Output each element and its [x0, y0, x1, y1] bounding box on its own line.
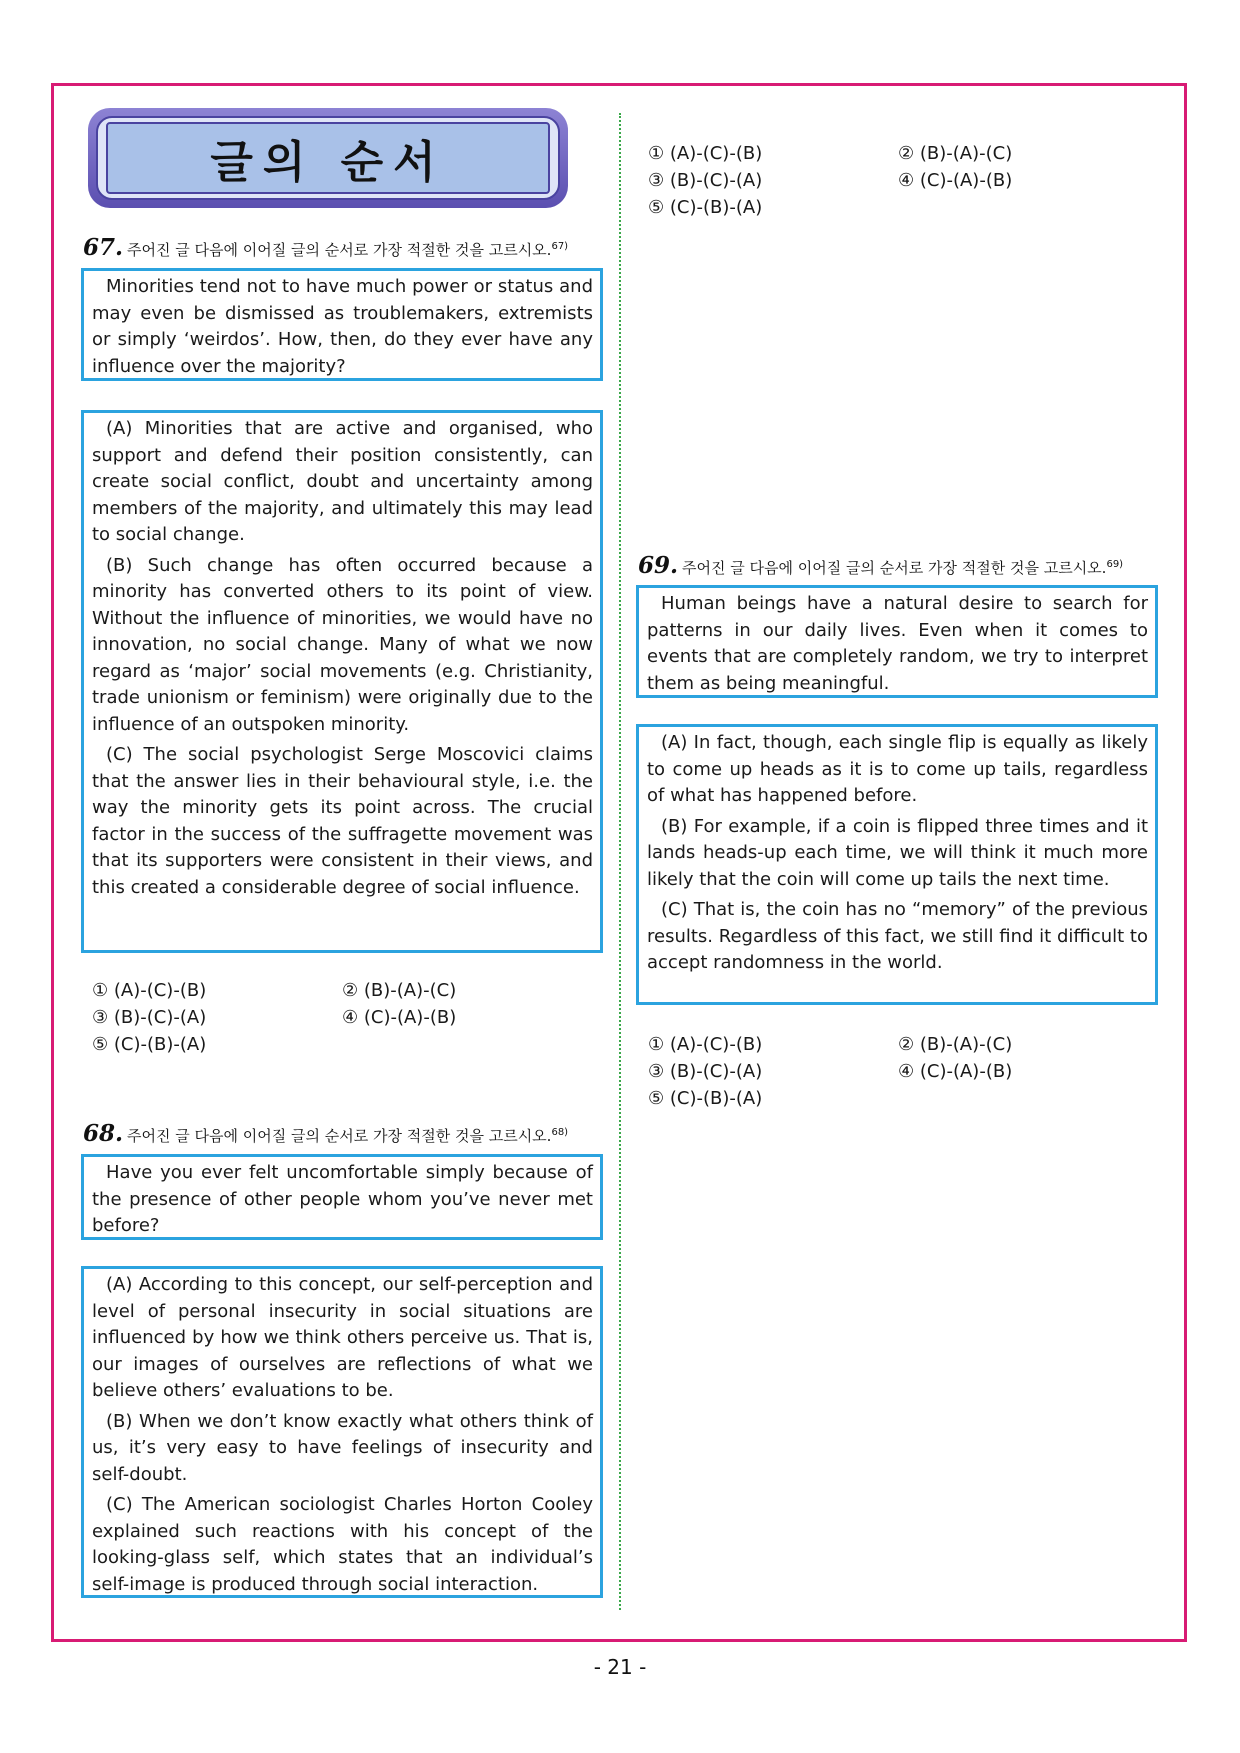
choice-2[interactable]: ② (B)-(A)-(C) — [342, 980, 457, 1001]
question-69-header — [638, 552, 1123, 579]
question-ref: 69) — [1106, 559, 1124, 570]
given-paragraph: Human beings have a natural desire to search for patterns in our daily lives. Even when it comes to events that are completely random, we try to interpret them as being meaningful. — [647, 593, 1148, 694]
choice-5[interactable]: ⑤ (C)-(B)-(A) — [648, 1088, 763, 1109]
choice-4[interactable]: ④ (C)-(A)-(B) — [342, 1007, 457, 1028]
question-ref: 68) — [551, 1127, 569, 1138]
question-ref: 67) — [551, 241, 569, 252]
passage-c: (C) The social psychologist Serge Moscovici claims that the answer lies in their behavioural style, i.e. the way the minority gets its point across. The crucial factor in the success of the suffragette movement was that its supporters were consistent in their views, and this created a considerable degree of social influence. — [92, 744, 593, 898]
question-69-choices — [648, 1031, 1058, 1112]
question-68-header — [83, 1120, 568, 1147]
question-prompt: 주어진 글 다음에 이어질 글의 순서로 가장 적절한 것을 고르시오. — [682, 559, 1107, 577]
question-68-given-text — [81, 1154, 603, 1240]
passage-b: (B) When we don’t know exactly what others think of us, it’s very easy to have feelings of insecurity and self-doubt. — [92, 1410, 593, 1485]
question-prompt: 주어진 글 다음에 이어질 글의 순서로 가장 적절한 것을 고르시오. — [127, 241, 552, 259]
question-number: 69. — [638, 552, 679, 579]
passage-b: (B) Such change has often occurred because a minority has converted others to its point of view. Without the influence of minorities, we would have no innovation, no social change. Many of what we now regard as ‘major’ social movements (e.g. Christianity, trade unionism or feminism) were originally due to the influence of an outspoken minority. — [92, 554, 593, 735]
question-67-choices — [92, 977, 502, 1058]
choice-3[interactable]: ③ (B)-(C)-(A) — [648, 170, 763, 191]
question-67-given-text — [81, 268, 603, 381]
choice-5[interactable]: ⑤ (C)-(B)-(A) — [92, 1034, 207, 1055]
column-divider — [619, 113, 621, 1610]
question-number: 67. — [83, 234, 124, 261]
choice-3[interactable]: ③ (B)-(C)-(A) — [648, 1061, 763, 1082]
question-69-passages — [636, 724, 1158, 1005]
choice-4[interactable]: ④ (C)-(A)-(B) — [898, 1061, 1013, 1082]
banner-inner — [106, 122, 550, 194]
question-prompt: 주어진 글 다음에 이어질 글의 순서로 가장 적절한 것을 고르시오. — [127, 1127, 552, 1145]
section-banner — [88, 108, 568, 208]
passage-b: (B) For example, if a coin is flipped three times and it lands heads-up each time, we will think it much more likely that the coin will come up tails the next time. — [647, 815, 1148, 890]
given-paragraph: Minorities tend not to have much power or status and may even be dismissed as troublemakers, extremists or simply ‘weirdos’. How, then, do they ever have any influence over the majority? — [92, 276, 593, 377]
question-number: 68. — [83, 1120, 124, 1147]
question-69-given-text — [636, 585, 1158, 698]
page-number: - 21 - — [593, 1655, 647, 1679]
section-title: 글의 순서 — [210, 137, 446, 188]
given-paragraph: Have you ever felt uncomfortable simply because of the presence of other people whom you’ve never met before? — [92, 1162, 593, 1236]
choice-1[interactable]: ① (A)-(C)-(B) — [92, 980, 207, 1001]
choice-4[interactable]: ④ (C)-(A)-(B) — [898, 170, 1013, 191]
question-68-passages — [81, 1266, 603, 1598]
passage-c: (C) That is, the coin has no “memory” of the previous results. Regardless of this fact, we still find it difficult to accept randomness in the world. — [647, 899, 1148, 973]
choice-5[interactable]: ⑤ (C)-(B)-(A) — [648, 197, 763, 218]
choice-2[interactable]: ② (B)-(A)-(C) — [898, 1034, 1013, 1055]
choice-2[interactable]: ② (B)-(A)-(C) — [898, 143, 1013, 164]
choice-1[interactable]: ① (A)-(C)-(B) — [648, 143, 763, 164]
question-67-header — [83, 234, 568, 261]
passage-c: (C) The American sociologist Charles Horton Cooley explained such reactions with his concept of the looking-glass self, which states that an individual’s self-image is produced through social interaction. — [92, 1494, 593, 1595]
choice-1[interactable]: ① (A)-(C)-(B) — [648, 1034, 763, 1055]
question-67-passages — [81, 410, 603, 953]
passage-a: (A) Minorities that are active and organised, who support and defend their position consistently, can create social conflict, doubt and uncertainty among members of the majority, and ultimately this may lead to social change. — [92, 418, 593, 545]
passage-a: (A) According to this concept, our self-perception and level of personal insecurity in social situations are influenced by how we think others perceive us. That is, our images of ourselves are reflections of what we believe others’ evaluations to be. — [92, 1274, 593, 1401]
choice-3[interactable]: ③ (B)-(C)-(A) — [92, 1007, 207, 1028]
question-68-choices — [648, 140, 1058, 221]
passage-a: (A) In fact, though, each single flip is equally as likely to come up heads as it is to come up tails, regardless of what has happened before. — [647, 732, 1148, 806]
